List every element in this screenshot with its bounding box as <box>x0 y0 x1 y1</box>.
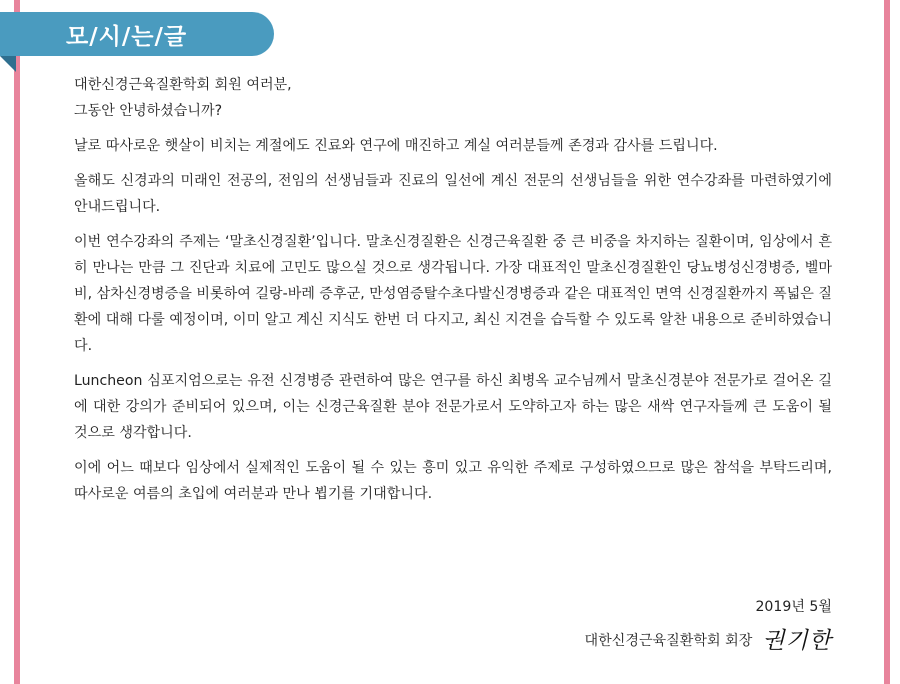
paragraph-3: 이번 연수강좌의 주제는 ‘말초신경질환’입니다. 말초신경질환은 신경근육질환 중 큰 비중을 차지하는 질환이며, 임상에서 흔히 만나는 만큼 그 진단과 치료에 고민도 많으실 것으로 생각됩니다. 가장 대표적인 말초신경질환인 당뇨병성신경병증, 벨마비, 삼차신경병증을 비롯하여 길랑-바레 증후군, 만성염증탈수초다발신경병증과 같은 대표적인 면역 신경질환까지 폭넓은 질환에 대해 다룰 예정이며, 이미 알고 계신 지식도 한번 더 다지고, 최신 지견을 습득할 수 있도록 알찬 내용으로 준비하였습니다. <box>74 234 832 354</box>
right-border <box>884 0 890 684</box>
signer-title: 대한신경근육질환학회 회장 <box>584 633 753 649</box>
title-tab <box>0 12 274 56</box>
title-tab-fold <box>0 56 16 72</box>
page-title: 모/시/는/글 <box>66 23 188 50</box>
greeting-line-1: 대한신경근육질환학회 회원 여러분, <box>74 77 292 93</box>
sign-off <box>584 594 832 654</box>
letter-body <box>74 72 832 516</box>
paragraph-5: 이에 어느 때보다 임상에서 실제적인 도움이 될 수 있는 흥미 있고 유익한 주제로 구성하였으므로 많은 참석을 부탁드리며, 따사로운 여름의 초입에 여러분과 만나 뵙기를 기대합니다. <box>74 460 832 502</box>
paragraph-4: Luncheon 심포지엄으로는 유전 신경병증 관련하여 많은 연구를 하신 최병옥 교수님께서 말초신경분야 전문가로 걸어온 길에 대한 강의가 준비되어 있으며, 이는 신경근육질환 분야 전문가로서 도약하고자 하는 많은 새싹 연구자들께 큰 도움이 될 것으로 생각합니다. <box>74 373 832 441</box>
greeting <box>74 72 832 124</box>
left-border <box>14 0 20 684</box>
paragraph-1: 날로 따사로운 햇살이 비치는 계절에도 진료와 연구에 매진하고 계실 여러분들께 존경과 감사를 드립니다. <box>74 138 718 154</box>
greeting-line-2: 그동안 안녕하셨습니까? <box>74 103 223 119</box>
letter-date: 2019년 5월 <box>755 599 832 615</box>
paragraph-2: 올해도 신경과의 미래인 전공의, 전임의 선생님들과 진료의 일선에 계신 전문의 선생님들을 위한 연수강좌를 마련하였기에 안내드립니다. <box>74 173 832 215</box>
signer-row <box>584 628 832 654</box>
signature: 권기한 <box>762 628 832 654</box>
